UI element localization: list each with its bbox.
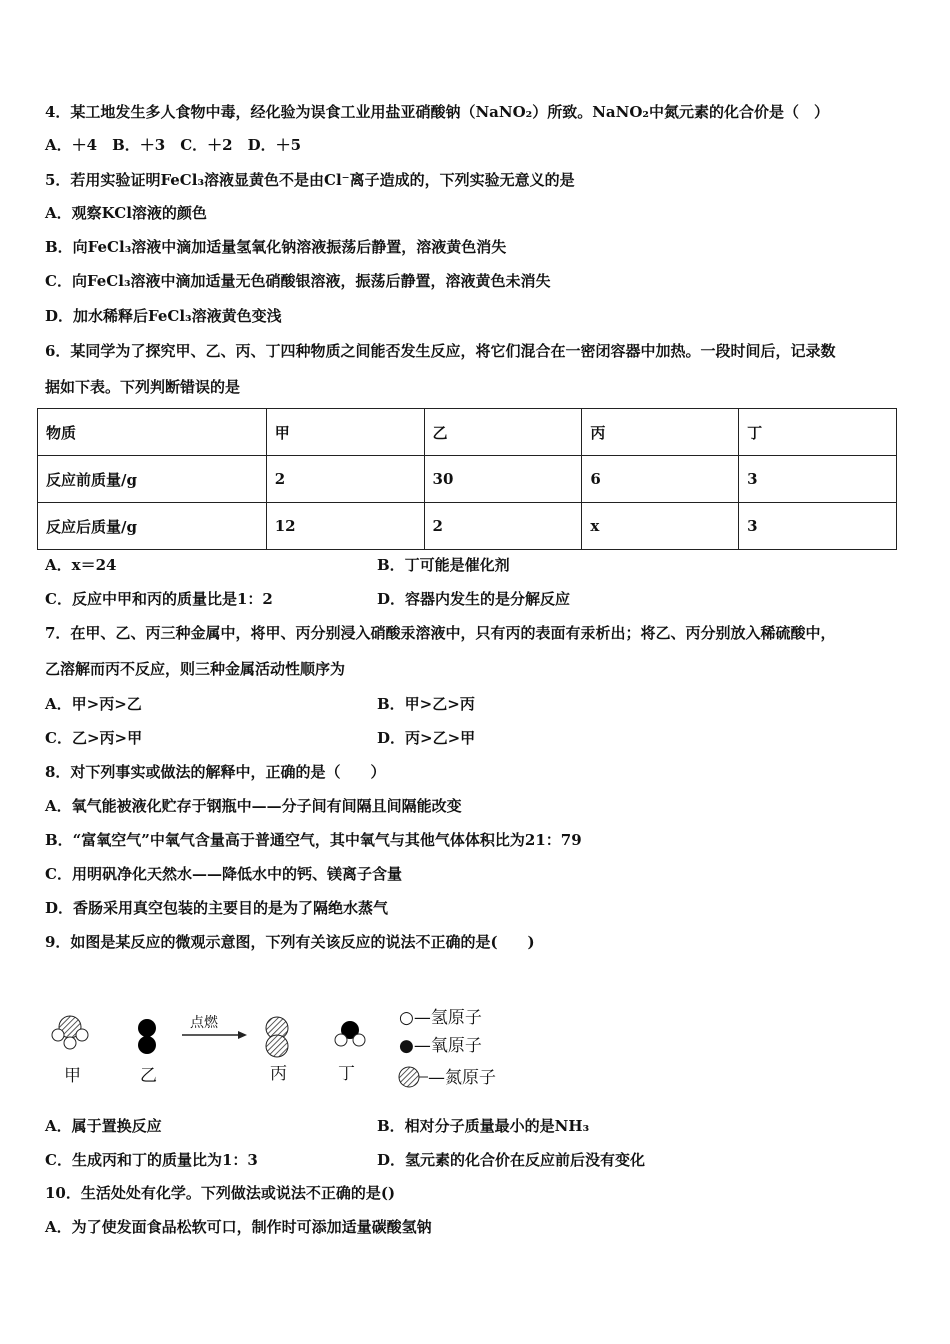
q4-options: A．＋4 B．＋3 C．＋2 D．＋5 [45,136,302,154]
q8-option-d: D．香肠采用真空包装的主要目的是为了隔绝水蒸气 [45,899,389,917]
table-cell: 丁 [739,409,897,456]
q7-option-b: B．甲>乙>丙 [377,695,475,713]
table-cell: 反应后质量/g [38,503,267,550]
q5-stem: 5．若用实验证明FeCl₃溶液显黄色不是由Cl⁻离子造成的，下列实验无意义的是 [45,171,575,189]
table-cell: 丙 [582,409,739,456]
table-cell: x [582,503,739,550]
q7-stem-line1: 7．在甲、乙、丙三种金属中，将甲、丙分别浸入硝酸汞溶液中，只有丙的表面有汞析出；将乙、丙分别放入稀硫酸中， [45,624,836,642]
q8-option-b: B．“富氧空气”中氧气含量高于普通空气，其中氧气与其他气体体积比为21：79 [45,831,582,849]
q7-stem-line2: 乙溶解而丙不反应，则三种金属活动性顺序为 [45,660,346,678]
table-cell: 2 [424,503,582,550]
q6-stem-line2: 据如下表。下列判断错误的是 [45,378,241,396]
molecule-nh3 [52,1016,88,1049]
q7-option-a: A．甲>丙>乙 [45,695,142,713]
legend-oxygen: ●—氧原子 [399,1036,482,1056]
q7-option-c: C．乙>丙>甲 [45,729,143,747]
table-cell: 6 [582,456,739,503]
table-cell: 3 [739,456,897,503]
q5-option-b: B．向FeCl₃溶液中滴加适量氢氧化钠溶液振荡后静置，溶液黄色消失 [45,238,507,256]
q6-option-c: C．反应中甲和丙的质量比是1：2 [45,590,273,608]
table-cell: 12 [266,503,424,550]
q9-option-a: A．属于置换反应 [45,1117,162,1135]
q8-stem: 8．对下列事实或做法的解释中，正确的是（ ） [45,763,386,781]
q6-option-b: B．丁可能是催化剂 [377,556,510,574]
q6-stem-line1: 6．某同学为了探究甲、乙、丙、丁四种物质之间能否发生反应，将它们混合在一密闭容器中加热。一段时间后，记录数 [45,342,836,360]
table-cell: 反应前质量/g [38,456,267,503]
q9-option-b: B．相对分子质量最小的是NH₃ [377,1117,590,1135]
table-cell: 物质 [38,409,267,456]
q9-option-d: D．氢元素的化合价在反应前后没有变化 [377,1151,646,1169]
q5-option-a: A．观察KCl溶液的颜色 [45,204,207,222]
table-cell: 3 [739,503,897,550]
q10-stem: 10．生活处处有化学。下列做法或说法不正确的是() [45,1184,396,1202]
q8-option-c: C．用明矾净化天然水——降低水中的钙、镁离子含量 [45,865,402,883]
legend-hydrogen: ○—氢原子 [399,1008,482,1028]
q4-stem: 4．某工地发生多人食物中毒，经化验为误食工业用盐亚硝酸钠（NaNO₂）所致。NaNO₂中氮元素的化合价是（ ） [45,103,829,121]
reaction-condition: 点燃 [190,1015,218,1031]
label-jia: 甲 [64,1066,81,1086]
table-cell: 甲 [266,409,424,456]
molecule-h2o [335,1021,365,1046]
q6-option-d: D．容器内发生的是分解反应 [377,590,571,608]
q10-option-a: A．为了使发面食品松软可口，制作时可添加适量碳酸氢钠 [45,1218,432,1236]
molecule-n2 [266,1017,288,1057]
q8-option-a: A．氧气能被液化贮存于钢瓶中——分子间有间隔且间隔能改变 [45,797,462,815]
q9-option-c: C．生成丙和丁的质量比为1：3 [45,1151,258,1169]
table-cell: 2 [266,456,424,503]
q5-option-d: D．加水稀释后FeCl₃溶液黄色变浅 [45,307,282,325]
q7-option-d: D．丙>乙>甲 [377,729,476,747]
legend-nitrogen-icon [399,1067,419,1087]
q5-option-c: C．向FeCl₃溶液中滴加适量无色硝酸银溶液，振荡后静置，溶液黄色未消失 [45,272,551,290]
table-cell: 乙 [424,409,582,456]
legend-nitrogen: —氮原子 [428,1068,496,1088]
label-ding: 丁 [338,1064,355,1084]
label-yi: 乙 [140,1066,157,1086]
q9-stem: 9．如图是某反应的微观示意图，下列有关该反应的说法不正确的是( ) [45,933,535,951]
label-bing: 丙 [270,1064,287,1084]
table-cell: 30 [424,456,582,503]
q6-option-a: A．x＝24 [45,556,117,574]
molecule-o2 [138,1019,156,1054]
